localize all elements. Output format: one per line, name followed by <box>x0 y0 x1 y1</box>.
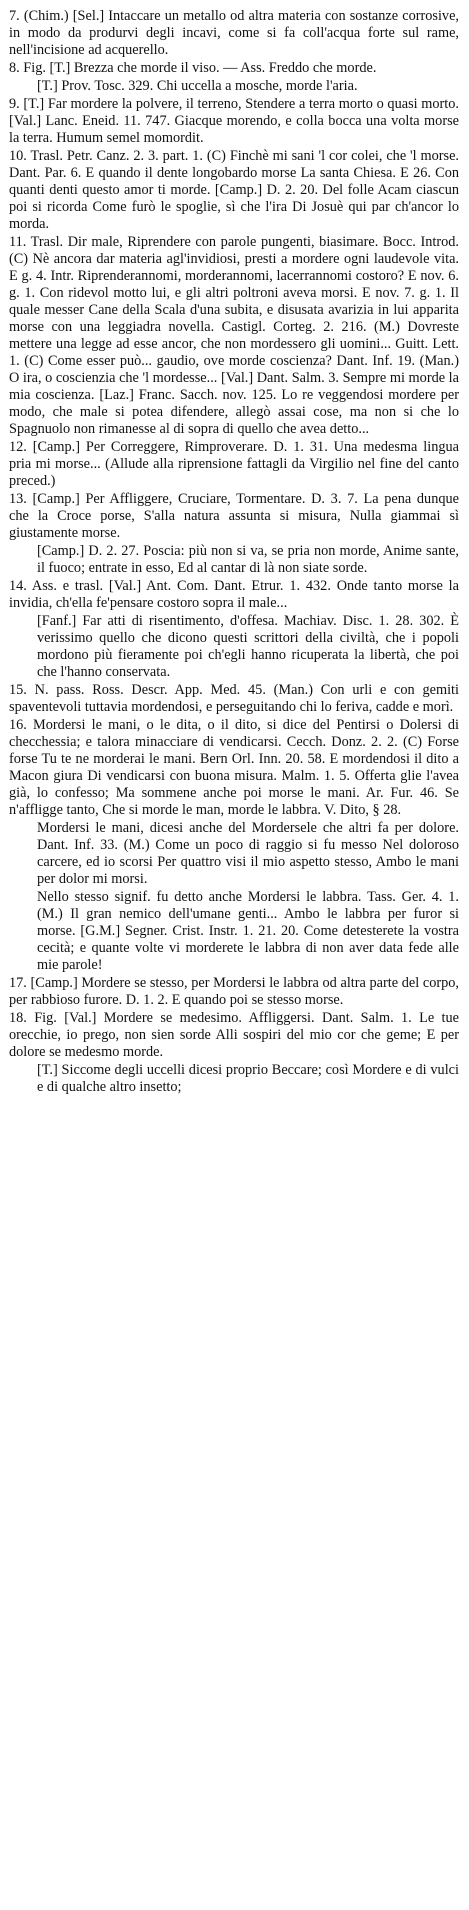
entry-13: 13. [Camp.] Per Affliggere, Cruciare, Tormentare. D. 3. 7. La pena dunque che la Croce porse, S'alla natura assunta si misura, Nulla giammai sì giustamente morse. <box>9 491 459 541</box>
entry-16: 16. Mordersi le mani, o le dita, o il dito, si dice del Pentirsi o Dolersi di checchessia; e talora minacciare di vendicarsi. Cecch. Donz. 2. 2. (C) Forse forse Tu te ne morderai le mani. Bern Orl. Inn. 20. 58. E mordendosi il dito a Macon giura Di vendicarsi con buona misura. Malm. 1. 5. Offerta glie l'avea già, lo confesso; Ma sommene anche poi morse le mani. Ar. Fur. 46. Se n'affligge tanto, Che si morde le man, morde le labbra. V. Dito, § 28. <box>9 717 459 818</box>
entry-17: 17. [Camp.] Mordere se stesso, per Mordersi le labbra od altra parte del corpo, per rabbioso furore. D. 1. 2. E quando poi se stesso morse. <box>9 975 459 1008</box>
entry-14: 14. Ass. e trasl. [Val.] Ant. Com. Dant. Etrur. 1. 432. Onde tanto morse la invidia, ch'ella fe'pensare costoro sopra il male... <box>9 578 459 611</box>
entry-12: 12. [Camp.] Per Correggere, Rimproverare. D. 1. 31. Una medesma lingua pria mi morse... (Allude alla riprensione fattagli da Virgilio nel fine del canto preced.) <box>9 439 459 489</box>
entry-16-sub-mani: Mordersi le mani, dicesi anche del Mordersele che altri fa per dolore. Dant. Inf. 33. (M.) Come un poco di raggio si fu messo Nel doloroso carcere, ed io scorsi Per quattro visi il mio aspetto stesso, Ambo le mani per dolor mi morsi. <box>37 820 459 887</box>
entry-9: 9. [T.] Far mordere la polvere, il terreno, Stendere a terra morto o quasi morto. [Val.] Lanc. Eneid. 11. 747. Giacque morendo, e colla bocca una volta morse la terra. Humum semel momordit. <box>9 96 459 146</box>
entry-7: 7. (Chim.) [Sel.] Intaccare un metallo od altra materia con sostanze corrosive, in modo da produrvi degli incavi, come si fa coll'acqua forte sul rame, nell'incisione ad acquerello. <box>9 8 459 58</box>
entry-15: 15. N. pass. Ross. Descr. App. Med. 45. (Man.) Con urli e con gemiti spaventevoli tuttavia mordendosi, e perseguitando chi lo feriva, cadde e morì. <box>9 682 459 715</box>
entry-11: 11. Trasl. Dir male, Riprendere con parole pungenti, biasimare. Bocc. Introd. (C) Nè ancora dar materia agl'invidiosi, presti a mordere ogni laudevole vita. E g. 4. Intr. Riprenderannomi, morderannomi, lacerrannomi costoro? E nov. 6. g. 1. Con ridevol motto lui, e gli altri poltroni aveva morsi. E nov. 7. g. 1. Il quale messer Cane della Scala d'una subita, e disusata avarizia in lui apparita morse con una leggiadra novella. Castigl. Corteg. 2. 216. (M.) Dovreste mettere una legge ad esse ancor, che non mordessero gli uomini... Guitt. Lett. 1. (C) Come esser può... gaudio, ove morde coscienza? Dant. Inf. 19. (Man.) O ira, o coscienzia che 'l mordesse... [Val.] Dant. Salm. 3. Sempre mi morde la mia coscienza. [Laz.] Franc. Sacch. nov. 125. Lo re veggendosi mordere per modo, che male si potea difendere, allegò assai cose, ma non si che lo Spagnuolo non rimanesse al di sopra di quello che avea detto... <box>9 234 459 437</box>
entry-13-sub: [Camp.] D. 2. 27. Poscia: più non si va, se pria non morde, Anime sante, il fuoco; entrate in esso, Ed al cantar di là non siate sorde. <box>37 543 459 576</box>
entry-18-sub: [T.] Siccome degli uccelli dicesi proprio Beccare; così Mordere e di vulci e di qualche altro insetto; <box>37 1062 459 1095</box>
entry-14-sub: [Fanf.] Far atti di risentimento, d'offesa. Machiav. Disc. 1. 28. 302. È verissimo quello che dicono questi scrittori della civiltà, che i popoli mordono più fieramente poi ch'egli hanno ricuperata la libertà, che poi che l'hanno conservata. <box>37 613 459 680</box>
entry-10: 10. Trasl. Petr. Canz. 2. 3. part. 1. (C) Finchè mi sani 'l cor colei, che 'l morse. Dant. Par. 6. E quando il dente longobardo morse La santa Chiesa. E 26. Con quanti denti questo amor ti morde. [Camp.] D. 2. 20. Del folle Acam ciascun poi si ricorda Come furò le spoglie, sì che l'ira Di Josuè qui par ch'ancor lo morda. <box>9 148 459 232</box>
entry-16-sub-labbra: Nello stesso signif. fu detto anche Mordersi le labbra. Tass. Ger. 4. 1. (M.) Il gran nemico dell'umane genti... Ambo le labbra per furor si morse. [G.M.] Segner. Crist. Instr. 1. 21. 20. Come detesterete la vostra cecità; e quante volte vi morderete le labbra di non aver data fede alle mie parole! <box>37 889 459 973</box>
entry-8-proverb: [T.] Prov. Tosc. 329. Chi uccella a mosche, morde l'aria. <box>37 78 358 94</box>
entry-8: 8. Fig. [T.] Brezza che morde il viso. — Ass. Freddo che morde. <box>9 60 377 76</box>
entry-18: 18. Fig. [Val.] Mordere se medesimo. Affliggersi. Dant. Salm. 1. Le tue orecchie, io prego, non sien sorde Alli sospiri del mio cor che geme; E per dolore se medesmo morde. <box>9 1010 459 1060</box>
